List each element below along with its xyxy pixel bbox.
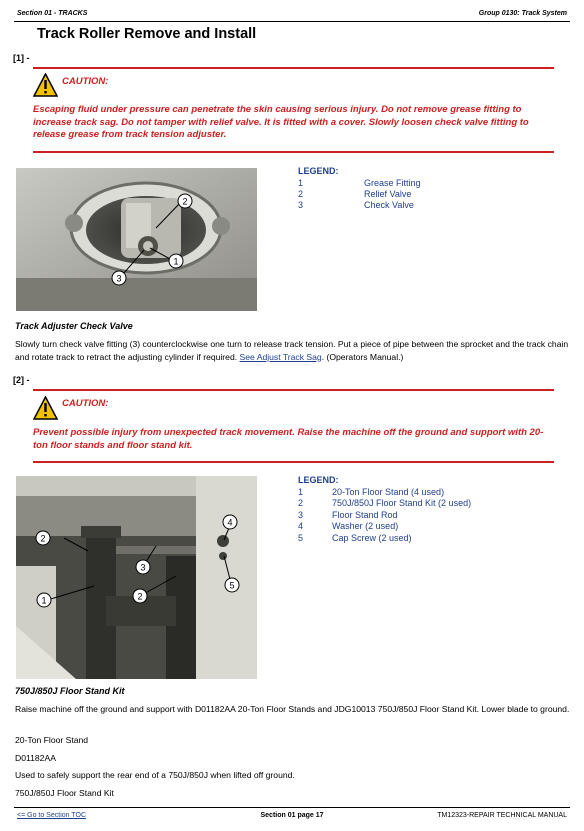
callout-1 xyxy=(36,592,52,613)
caution-1-top-rule xyxy=(33,67,554,69)
step-2-paragraph: Used to safely support the rear end of a 750J/850J when lifted off ground. xyxy=(15,770,295,780)
figure-1-caption: Track Adjuster Check Valve xyxy=(15,321,133,331)
warning-triangle-icon xyxy=(33,73,58,97)
step-2-paragraph: 750J/850J Floor Stand Kit xyxy=(15,788,114,798)
manual-name: TM12323-REPAIR TECHNICAL MANUAL xyxy=(437,812,567,819)
legend-2-text: Cap Screw (2 used) xyxy=(332,533,412,543)
floor-stand-kit-photo xyxy=(16,476,257,679)
legend-1-text: Relief Valve xyxy=(364,189,412,199)
callout-2 xyxy=(177,193,193,214)
legend-1-text: Grease Fitting xyxy=(364,178,421,188)
svg-text:2: 2 xyxy=(40,533,46,544)
step-2-paragraph: Raise machine off the ground and support with D01182AA 20-Ton Floor Stands and JDG10013 750J/850J Floor Stand Kit. Lower blade to ground. xyxy=(15,704,570,714)
group-header: Group 0130: Track System xyxy=(478,10,567,17)
legend-2-num: 3 xyxy=(298,510,304,520)
svg-text:3: 3 xyxy=(140,562,146,573)
footer-rule xyxy=(14,807,570,808)
caution-1-label: CAUTION: xyxy=(62,76,109,87)
callout-3 xyxy=(135,559,151,580)
adjust-track-sag-link[interactable]: See Adjust Track Sag xyxy=(239,351,322,362)
page-title: Track Roller Remove and Install xyxy=(37,26,257,42)
step-2-paragraph: D01182AA xyxy=(15,753,56,763)
step-2-paragraph: 20-Ton Floor Stand xyxy=(15,735,89,745)
legend-2-num: 1 xyxy=(298,487,304,497)
svg-text:1: 1 xyxy=(41,595,47,606)
warning-triangle-icon xyxy=(33,396,58,420)
track-adjuster-photo xyxy=(16,168,257,311)
legend-1-num: 2 xyxy=(298,189,304,199)
caution-2-top-rule xyxy=(33,389,554,391)
step-2-label: [2] - xyxy=(13,375,30,385)
section-header: Section 01 - TRACKS xyxy=(17,10,88,17)
legend-2-text: 20-Ton Floor Stand (4 used) xyxy=(332,487,445,497)
legend-2-text: 750J/850J Floor Stand Kit (2 used) xyxy=(332,498,472,508)
legend-2-num: 5 xyxy=(298,533,304,543)
legend-1-num: 3 xyxy=(298,200,304,210)
legend-1-title: LEGEND: xyxy=(298,166,339,176)
svg-text:3: 3 xyxy=(116,273,122,284)
page-number: Section 01 page 17 xyxy=(260,812,324,819)
go-to-section-toc-link[interactable]: <= Go to Section TOC xyxy=(17,812,87,819)
caution-2-text: Prevent possible injury from unexpected track movement. Raise the machine off the ground and support with 20-ton floor stands and floor stand kit. xyxy=(33,427,544,451)
step-1-label: [1] - xyxy=(13,53,30,63)
svg-text:4: 4 xyxy=(227,517,233,528)
header-rule xyxy=(14,21,570,22)
callout-3 xyxy=(111,270,127,291)
legend-2-num: 4 xyxy=(298,521,304,531)
svg-text:1: 1 xyxy=(173,256,179,267)
legend-2-num: 2 xyxy=(298,498,304,508)
svg-text:2: 2 xyxy=(137,591,143,602)
legend-1-num: 1 xyxy=(298,178,304,188)
caution-1-text: Escaping fluid under pressure can penetrate the skin causing serious injury. Do not remove grease fitting to increase track sag. Do not tamper with relief valve. It is fitted with a cover. Slowly loosen check valve fitting to release grease from track tension adjuster. xyxy=(33,104,529,140)
figure-2-caption: 750J/850J Floor Stand Kit xyxy=(15,686,125,696)
caution-2-label: CAUTION: xyxy=(62,398,109,409)
caution-2-bottom-rule xyxy=(33,461,554,463)
callout-2 xyxy=(132,588,148,609)
callout-4 xyxy=(222,514,238,535)
callout-1 xyxy=(168,253,184,274)
callout-5 xyxy=(224,577,240,598)
svg-text:5: 5 xyxy=(229,580,235,591)
caution-1-bottom-rule xyxy=(33,151,554,153)
legend-2-text: Floor Stand Rod xyxy=(332,510,398,520)
legend-2-title: LEGEND: xyxy=(298,475,339,485)
legend-2-text: Washer (2 used) xyxy=(332,521,399,531)
step-1-body: Slowly turn check valve fitting (3) counterclockwise one turn to release track tension. Put a piece of pipe between the sprocket and the track chain and rotate track to retract the adjusting cylinder if required. See Adjust Track Sag. (Operators Manual.) xyxy=(15,339,569,362)
callout-2 xyxy=(35,530,51,551)
svg-text:2: 2 xyxy=(182,196,188,207)
legend-1-text: Check Valve xyxy=(364,200,414,210)
